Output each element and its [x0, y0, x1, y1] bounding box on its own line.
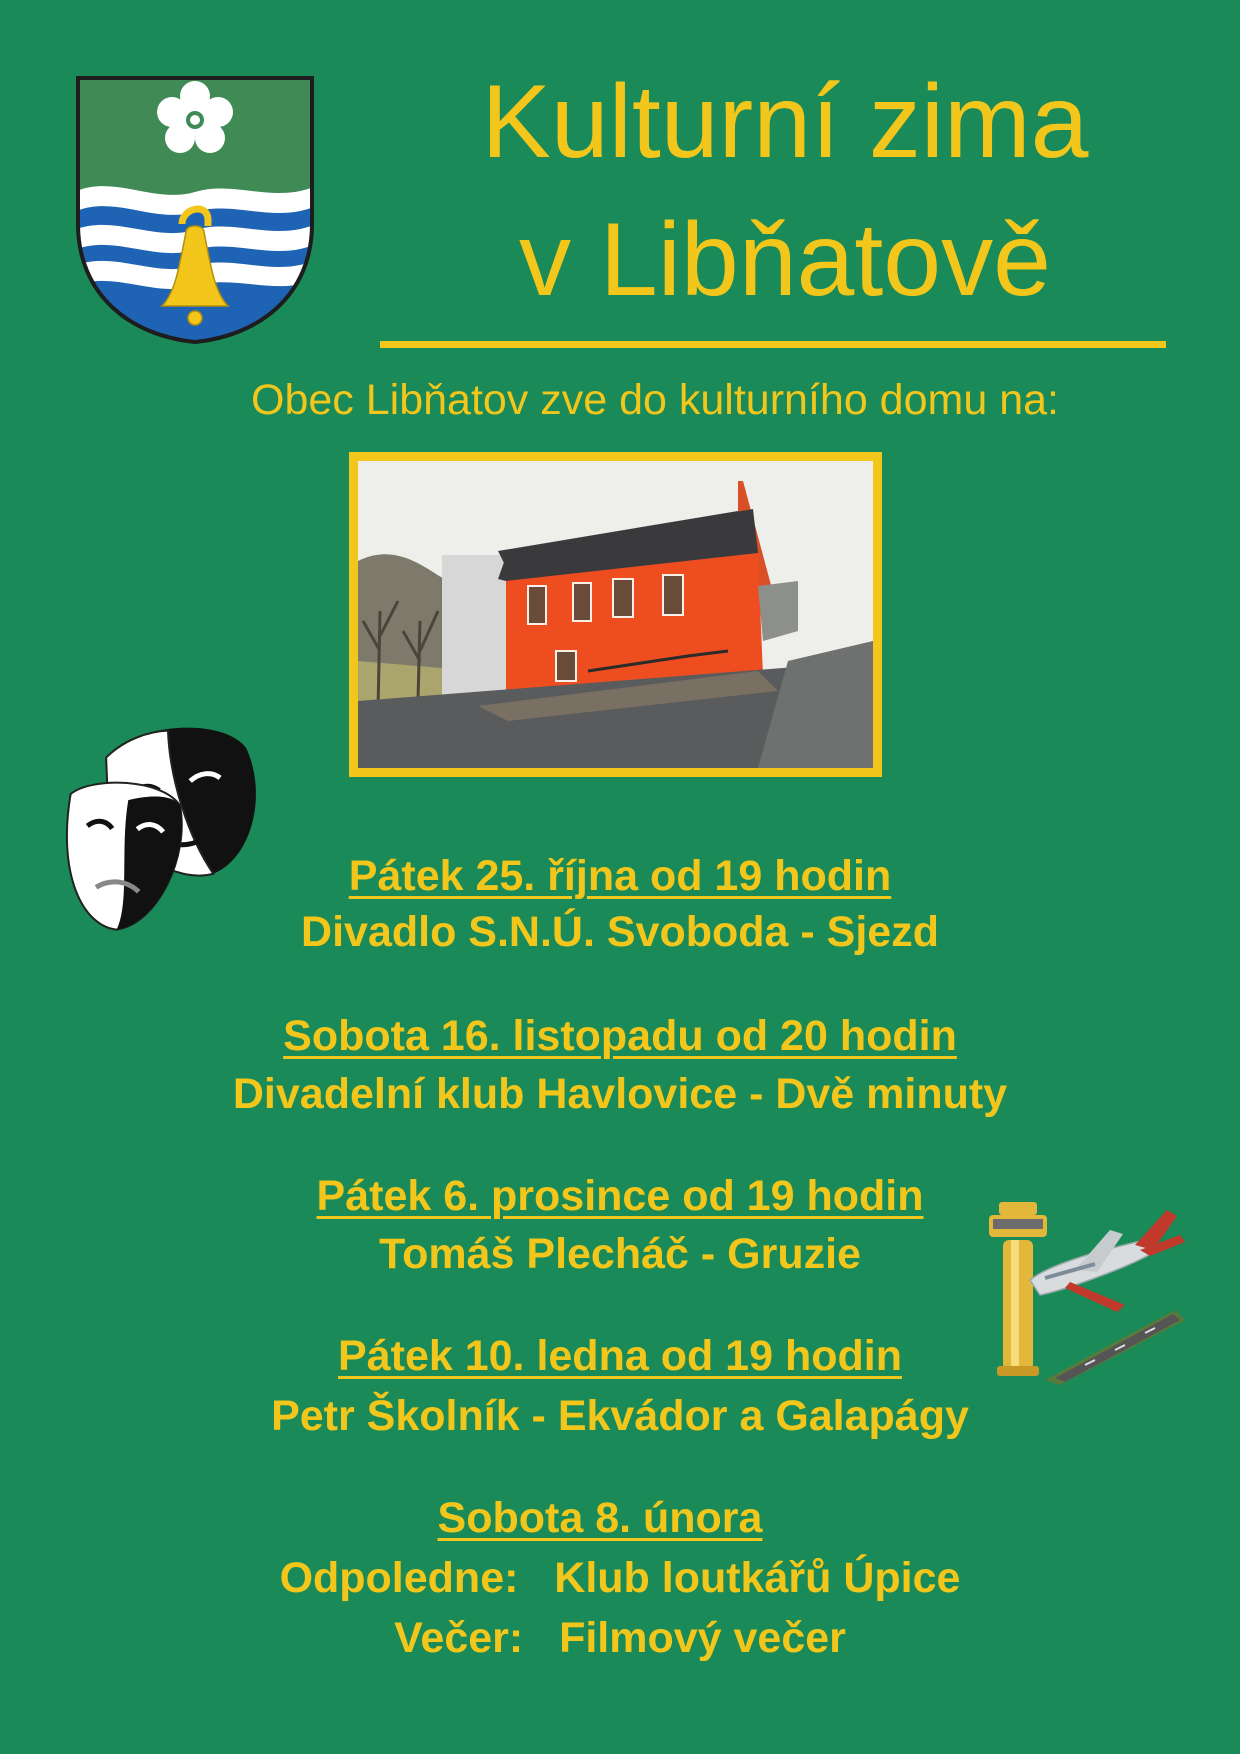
- event-date: Pátek 25. října od 19 hodin: [348, 852, 892, 900]
- title-line-1: Kulturní zima: [481, 64, 1089, 180]
- event-program: Divadelní klub Havlovice - Dvě minuty: [232, 1070, 1008, 1118]
- session-program: Filmový večer: [559, 1614, 846, 1662]
- event-1-program: [0, 906, 1240, 958]
- event-date: Sobota 8. února: [437, 1494, 763, 1542]
- event-program: Divadlo S.N.Ú. Svoboda - Sjezd: [301, 908, 939, 956]
- event-5-date: [0, 1492, 1240, 1544]
- event-2-date: [0, 1010, 1240, 1062]
- photo-frame: [349, 452, 882, 777]
- event-date: Pátek 10. ledna od 19 hodin: [338, 1332, 902, 1380]
- session-label: Večer:: [394, 1614, 524, 1662]
- event-5-session-1: [0, 1552, 1240, 1604]
- event-4-program: [0, 1390, 1240, 1442]
- event-program: Petr Školník - Ekvádor a Galapágy: [271, 1392, 969, 1440]
- event-date: Pátek 6. prosince od 19 hodin: [316, 1172, 924, 1220]
- event-3-program: [0, 1228, 1240, 1280]
- session-program: Klub loutkářů Úpice: [554, 1554, 961, 1602]
- event-3-date: [0, 1170, 1240, 1222]
- session-label: Odpoledne:: [279, 1554, 519, 1602]
- title-line-2: v Libňatově: [519, 202, 1051, 318]
- cultural-house-photo: [358, 461, 873, 768]
- event-4-date: [0, 1330, 1240, 1382]
- event-date: Sobota 16. listopadu od 20 hodin: [283, 1012, 957, 1060]
- event-2-program: [0, 1068, 1240, 1120]
- title-divider: [380, 341, 1166, 348]
- invitation-text: Obec Libňatov zve do kulturního domu na:: [251, 376, 1059, 424]
- coat-of-arms-icon: [74, 74, 316, 346]
- event-1-date: [0, 850, 1240, 902]
- event-5-session-2: [0, 1612, 1240, 1664]
- event-program: Tomáš Plecháč - Gruzie: [379, 1230, 861, 1278]
